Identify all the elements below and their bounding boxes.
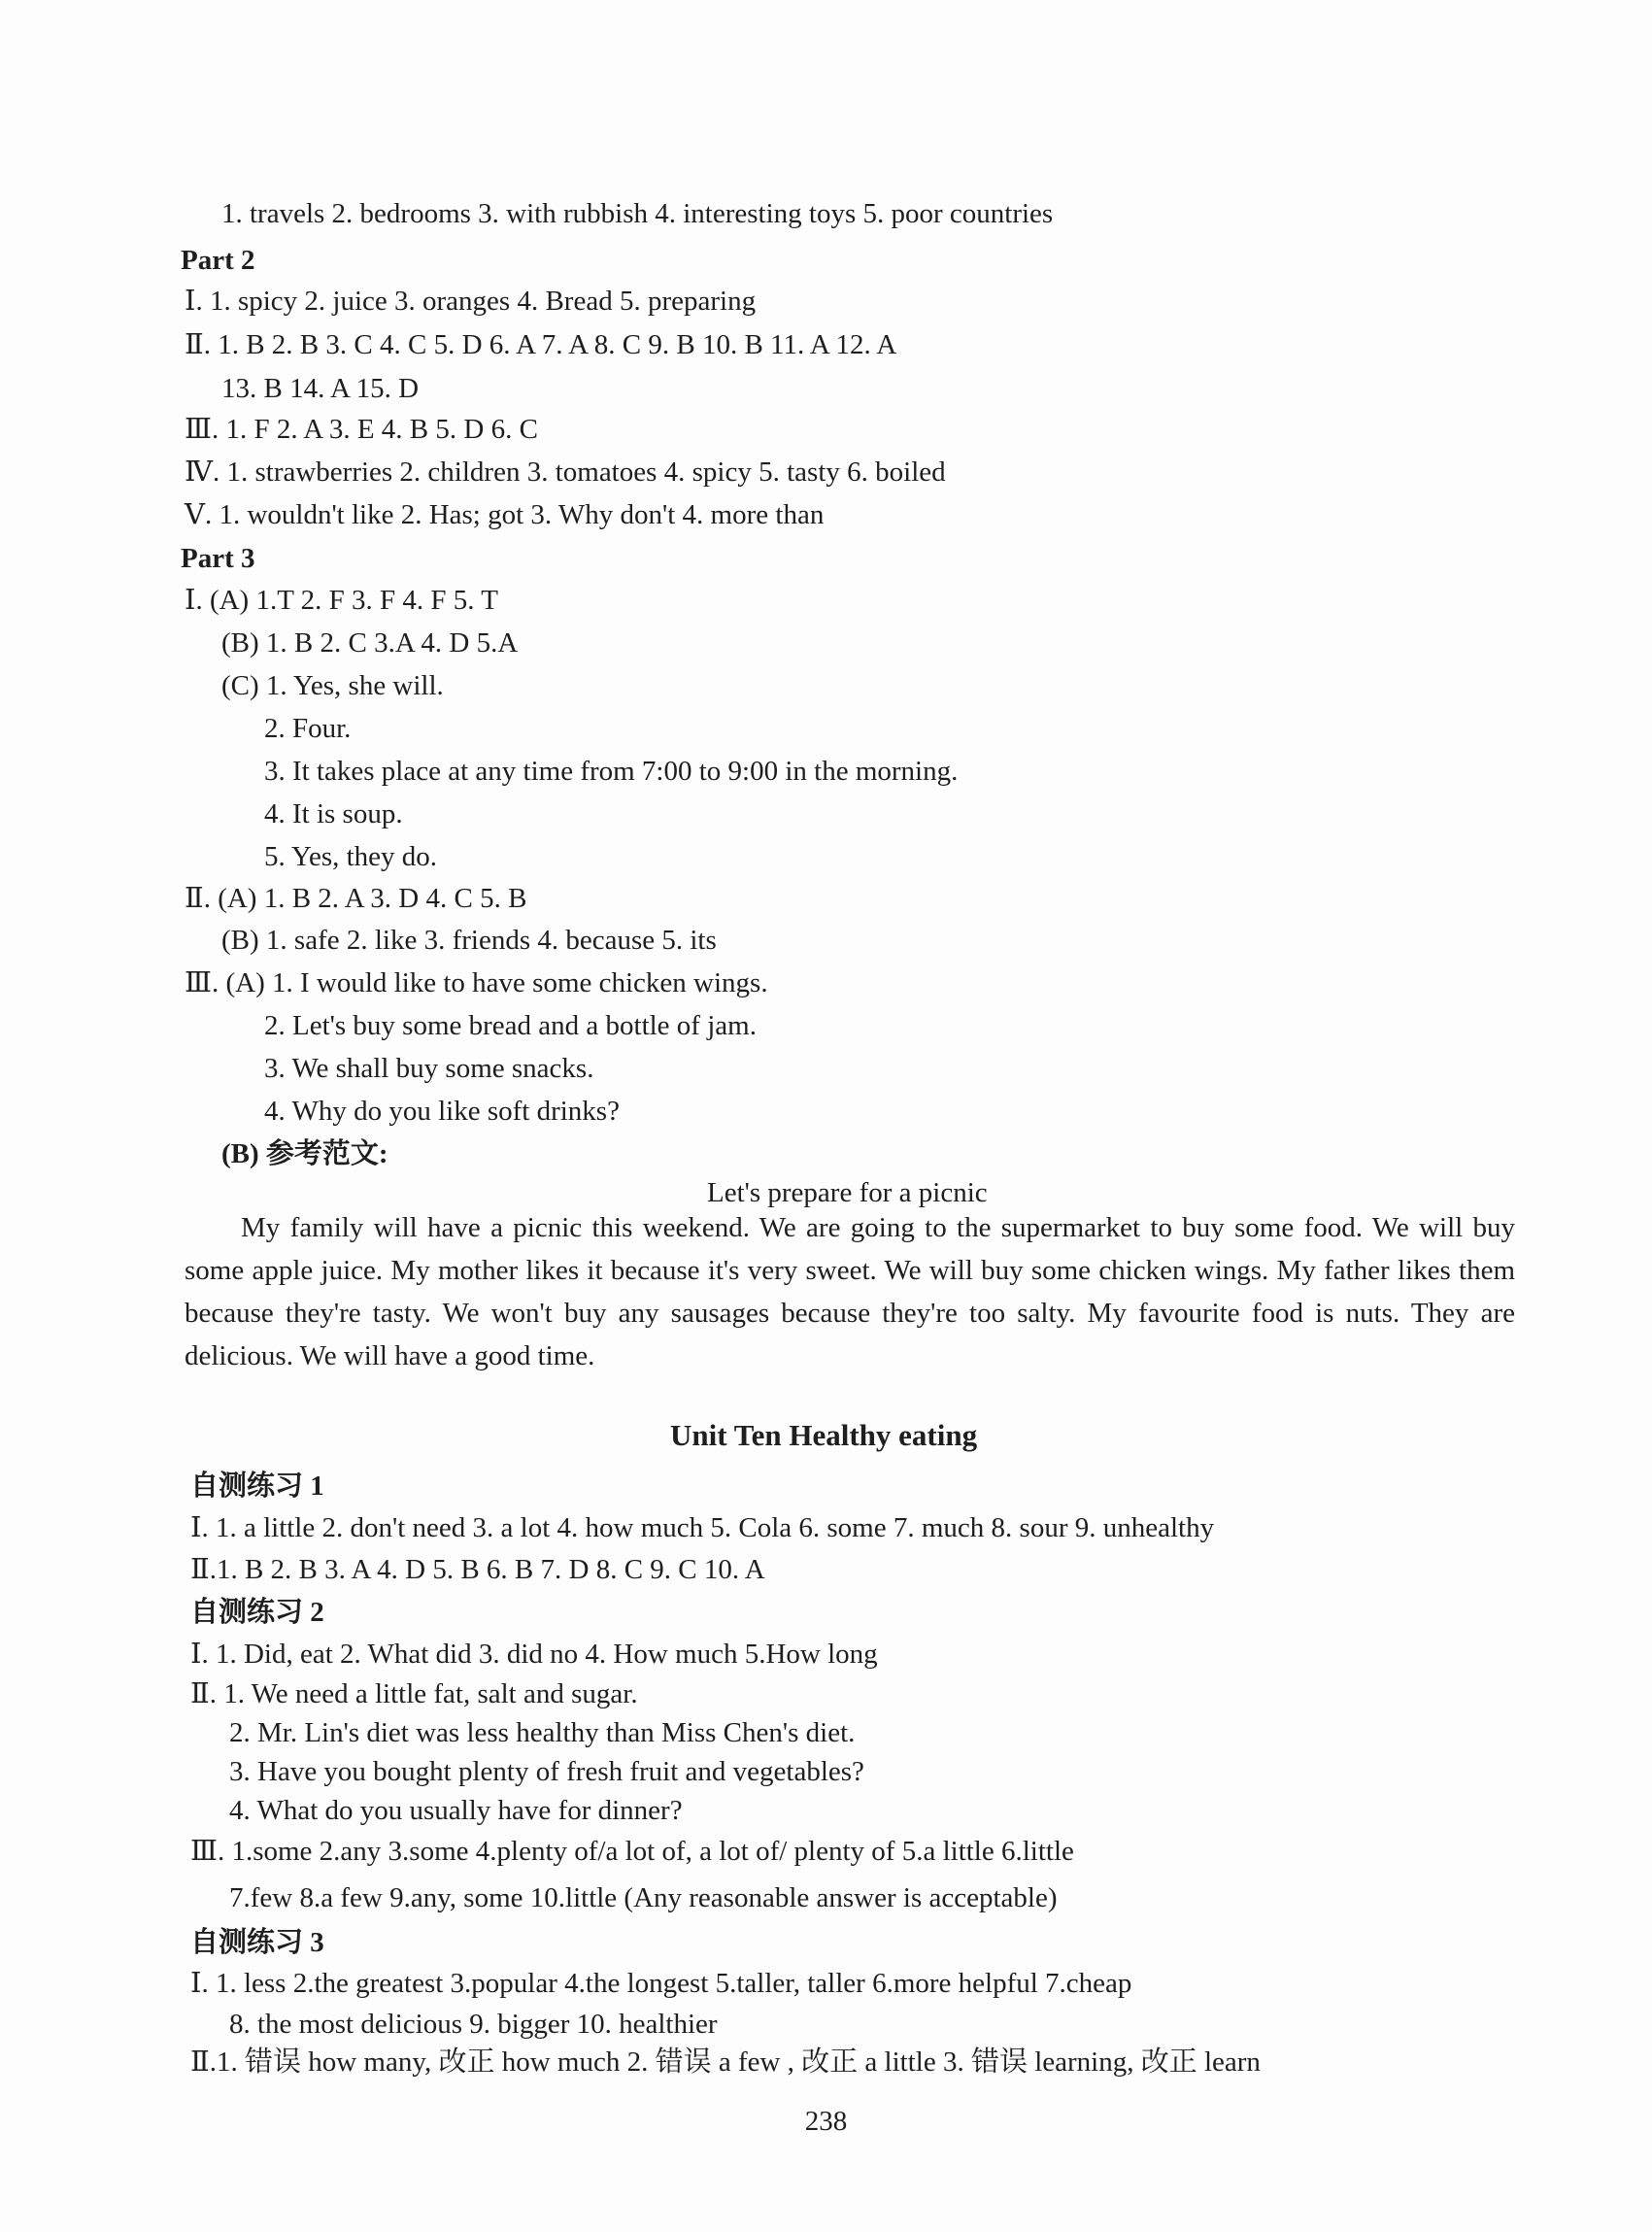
answer-line: 1. travels 2. bedrooms 3. with rubbish 4. interesting toys 5. poor countries [221,198,1054,229]
page-number: 238 [804,2106,848,2137]
answer-line: Ⅰ. (A) 1.T 2. F 3. F 4. F 5. T [185,585,498,616]
exercise-heading: 自测练习 1 [190,1471,324,1502]
answer-line: Ⅰ. 1. spicy 2. juice 3. oranges 4. Bread 5. preparing [185,286,757,317]
answer-line: 13. B 14. A 15. D [221,373,420,404]
exercise-heading: 自测练习 3 [190,1927,324,1958]
answer-line: 3. We shall buy some snacks. [264,1053,594,1084]
answer-line: Ⅳ. 1. strawberries 2. children 3. tomatoes 4. spicy 5. tasty 6. boiled [185,457,946,488]
section-heading: Part 3 [181,543,255,574]
answer-line: 2. Four. [264,713,352,744]
answer-line: Ⅴ. 1. wouldn't like 2. Has; got 3. Why don't 4. more than [185,499,825,530]
answer-line: 4. Why do you like soft drinks? [264,1096,620,1127]
answer-line: Ⅲ. 1. F 2. A 3. E 4. B 5. D 6. C [185,414,538,445]
answer-line: Ⅱ.1. B 2. B 3. A 4. D 5. B 6. B 7. D 8. C 9. C 10. A [190,1554,765,1585]
answer-line: Ⅱ.1. 错误 how many, 改正 how much 2. 错误 a few , 改正 a little 3. 错误 learning, 改正 learn [190,2046,1261,2078]
essay-title: Let's prepare for a picnic [707,1177,988,1208]
answer-line: (C) 1. Yes, she will. [221,670,444,701]
answer-line: Ⅰ. 1. a little 2. don't need 3. a lot 4. how much 5. Cola 6. some 7. much 8. sour 9. unhealthy [190,1512,1215,1543]
section-heading: Part 2 [181,245,255,276]
unit-title: Unit Ten Healthy eating [670,1418,978,1452]
answer-line: 7.few 8.a few 9.any, some 10.little (Any reasonable answer is acceptable) [229,1882,1058,1913]
answer-line: Ⅱ. 1. We need a little fat, salt and sugar. [190,1678,638,1709]
answer-line: Ⅲ. (A) 1. I would like to have some chicken wings. [185,967,768,998]
essay-paragraph: My family will have a picnic this weekend. We are going to the supermarket to buy some food. We will buy some apple juice. My mother likes it because it's very sweet. We will buy some chicken wings. My father likes them because they're tasty. We won't buy any sausages because they're too salty. My favourite food is nuts. They are delicious. We will have a good time. [185,1212,1515,1371]
answer-line: 3. Have you bought plenty of fresh fruit and vegetables? [229,1756,864,1787]
answer-line: (B) 1. B 2. C 3.A 4. D 5.A [221,627,519,659]
answer-line: 3. It takes place at any time from 7:00 to 9:00 in the morning. [264,756,959,787]
answer-line: 5. Yes, they do. [264,841,438,872]
answer-line: Ⅲ. 1.some 2.any 3.some 4.plenty of/a lot of, a lot of/ plenty of 5.a little 6.little [190,1836,1074,1867]
answer-line: (B) 1. safe 2. like 3. friends 4. because 5. its [221,925,717,956]
answer-line: 4. It is soup. [264,798,403,829]
answer-line: Ⅱ. (A) 1. B 2. A 3. D 4. C 5. B [185,883,527,914]
answer-line: 4. What do you usually have for dinner? [229,1795,683,1826]
exercise-heading: 自测练习 2 [190,1597,324,1628]
answer-line: 2. Mr. Lin's diet was less healthy than Miss Chen's diet. [229,1717,856,1748]
answer-line: Ⅰ. 1. Did, eat 2. What did 3. did no 4. How much 5.How long [190,1639,878,1670]
answer-line: 8. the most delicious 9. bigger 10. healthier [229,2009,718,2040]
sample-essay-label: (B) 参考范文: [221,1138,388,1169]
answer-line: Ⅱ. 1. B 2. B 3. C 4. C 5. D 6. A 7. A 8. C 9. B 10. B 11. A 12. A [185,329,897,360]
answer-line: Ⅰ. 1. less 2.the greatest 3.popular 4.the longest 5.taller, taller 6.more helpful 7.cheap [190,1968,1132,1999]
answer-line: 2. Let's buy some bread and a bottle of jam. [264,1010,757,1041]
